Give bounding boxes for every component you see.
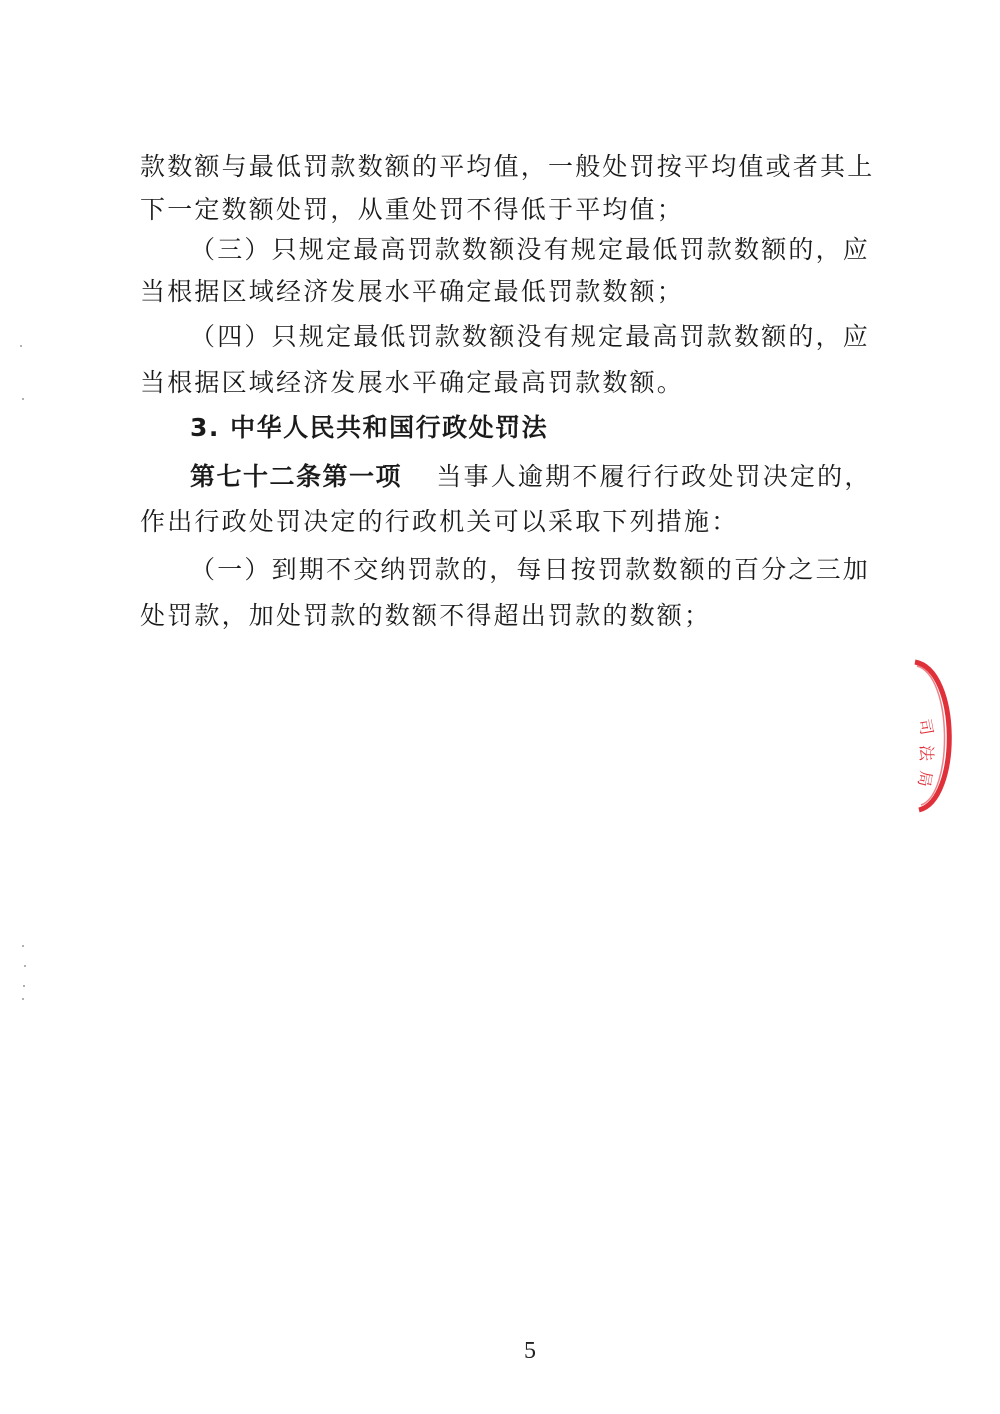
body-line: 作出行政处罚决定的行政机关可以采取下列措施： (140, 507, 739, 536)
scan-speck (22, 945, 24, 947)
body-line: （三）只规定最高罚款数额没有规定最低罚款数额的，应 (190, 235, 871, 264)
article-text: 当事人逾期不履行行政处罚决定的， (436, 462, 872, 491)
scan-speck (22, 998, 24, 1000)
body-line: 当根据区域经济发展水平确定最低罚款数额； (140, 277, 685, 306)
article-label: 第七十二条第一项 (190, 462, 403, 491)
body-line: 当根据区域经济发展水平确定最高罚款数额。 (140, 368, 685, 397)
body-line: （一）到期不交纳罚款的，每日按罚款数额的百分之三加 (190, 555, 871, 584)
scan-speck (24, 965, 26, 967)
svg-text:法: 法 (917, 745, 936, 762)
scan-speck (22, 398, 24, 400)
official-seal (905, 650, 1000, 820)
body-line: 处罚款，加处罚款的数额不得超出罚款的数额； (140, 601, 712, 630)
scan-speck (20, 345, 22, 347)
body-line: 款数额与最低罚款数额的平均值，一般处罚按平均值或者其上 (140, 152, 875, 181)
scan-speck (23, 985, 25, 987)
article-first-line (190, 460, 872, 494)
section-heading: 3. 中华人民共和国行政处罚法 (190, 413, 549, 442)
svg-text:司: 司 (915, 717, 937, 737)
svg-text:局: 局 (914, 769, 936, 789)
body-line: （四）只规定最低罚款数额没有规定最高罚款数额的，应 (190, 322, 871, 351)
page-number: 5 (524, 1338, 536, 1364)
body-line: 下一定数额处罚，从重处罚不得低于平均值； (140, 195, 685, 224)
